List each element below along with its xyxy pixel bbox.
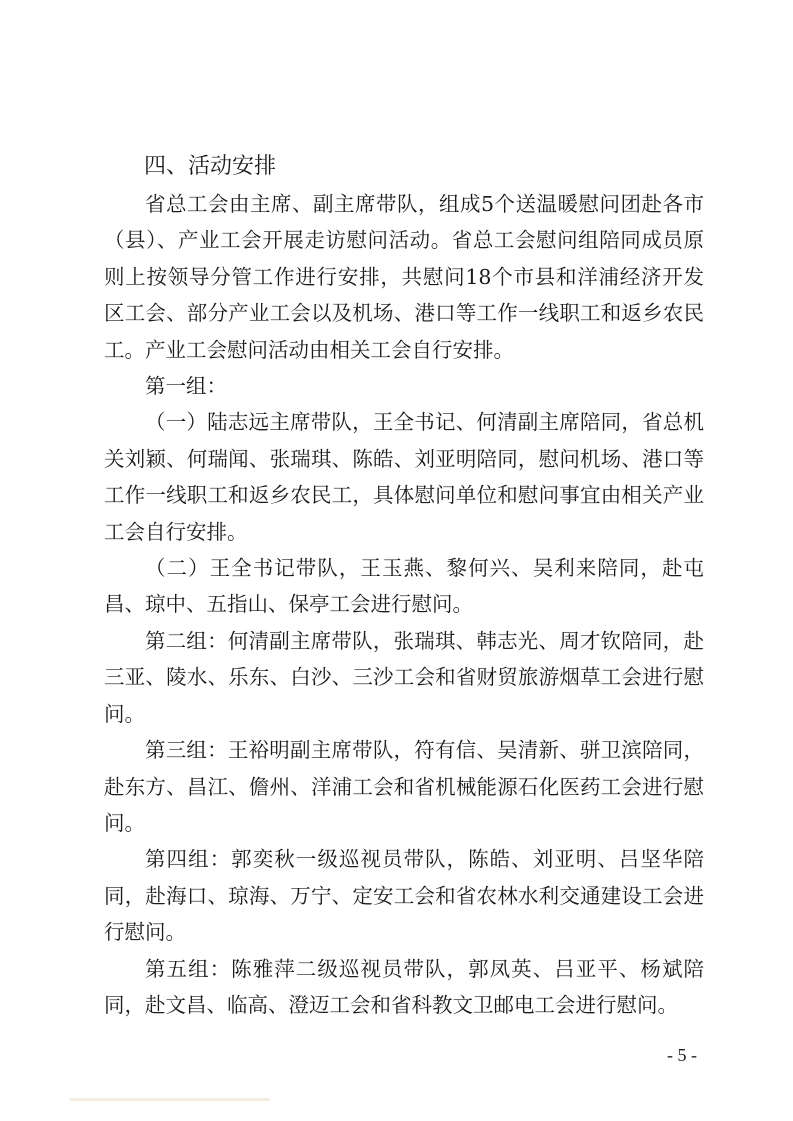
page-number: - 5 -: [667, 1045, 697, 1065]
paragraph-group-one-label: 第一组：: [145, 374, 227, 399]
paragraph-overview: 省总工会由主席、副主席带队，组成5个送温暖慰问团赴各市（县）、产业工会开展走访慰问活动。省总工会慰问组陪同成员原则上按领导分管工作进行安排，共慰问18个市县和洋浦经济开发区工会、部分产业工会以及机场、港口等工作一线职工和返乡农民工。产业工会慰问活动由相关工会自行安排。: [104, 192, 704, 362]
paragraph-group-five: 第五组：陈雅萍二级巡视员带队，郭凤英、吕亚平、杨斌陪同，赴文昌、临高、澄迈工会和省科教文卫邮电工会进行慰问。: [104, 956, 704, 1017]
paragraph-group-one-part-two: （二）王全书记带队，王玉燕、黎何兴、吴利来陪同，赴屯昌、琼中、五指山、保亭工会进行慰问。: [104, 556, 704, 617]
paragraph-group-one-part-one: （一）陆志远主席带队，王全书记、何清副主席陪同，省总机关刘颖、何瑞闻、张瑞琪、陈皓、刘亚明陪同，慰问机场、港口等工作一线职工和返乡农民工，具体慰问单位和慰问事宜由相关产业工会自行安排。: [104, 410, 704, 544]
paragraph-group-three: 第三组：王裕明副主席带队，符有信、吴清新、骈卫滨陪同，赴东方、昌江、儋州、洋浦工会和省机械能源石化医药工会进行慰问。: [104, 738, 704, 835]
paragraph-group-four: 第四组：郭奕秋一级巡视员带队，陈皓、刘亚明、吕坚华陪同，赴海口、琼海、万宁、定安工会和省农林水利交通建设工会进行慰问。: [104, 847, 704, 945]
document-body: [104, 186, 704, 1023]
paragraph-group-two: 第二组：何清副主席带队，张瑞琪、韩志光、周才钦陪同，赴三亚、陵水、乐东、白沙、三沙工会和省财贸旅游烟草工会进行慰问。: [104, 628, 704, 726]
scan-edge-mark: [70, 1098, 270, 1101]
section-heading: 四、活动安排: [144, 154, 277, 179]
